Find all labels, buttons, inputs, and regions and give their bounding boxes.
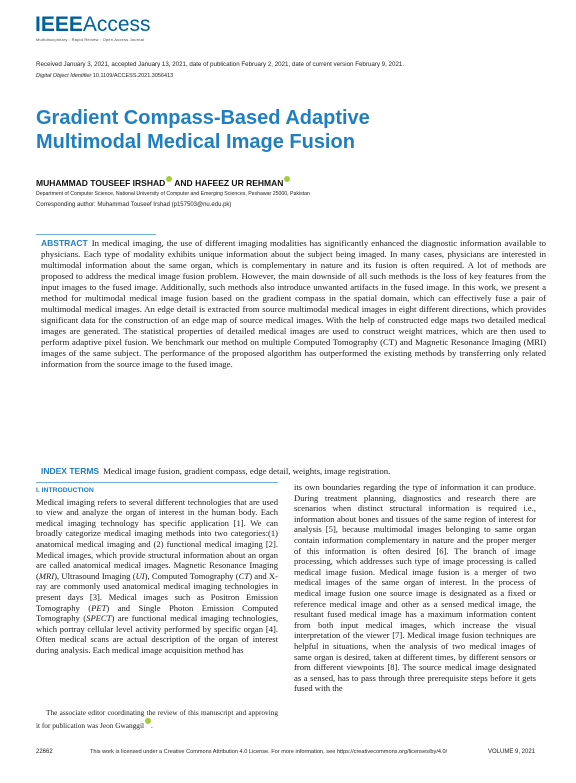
- index-terms-section: [36, 466, 546, 477]
- abstract-paragraph: [41, 238, 546, 370]
- author-line: [36, 176, 290, 188]
- license-text[interactable]: This work is licensed under a Creative Commons Attribution 4.0 License. For more information, see https://creativecommons.org/licenses/by/4.0/: [90, 749, 448, 755]
- journal-logo: [35, 14, 151, 36]
- doi-label: Digital Object Identifier: [36, 73, 92, 79]
- doi-value[interactable]: 10.1109/ACCESS.2021.3056413: [92, 73, 174, 79]
- page-number: 22662: [36, 749, 53, 755]
- orcid-icon[interactable]: [284, 176, 290, 182]
- corresponding-author: Corresponding author: Muhammad Touseef Irshad (p157503@nu.edu.pk): [36, 202, 232, 208]
- abstract-section: [36, 238, 546, 370]
- paper-title: Gradient Compass-Based Adaptive Multimodal Medical Image Fusion: [36, 107, 370, 153]
- logo-ieee: IEEE: [35, 13, 83, 36]
- intro-continued-paragraph: its own boundaries regarding the type of information it can produce. During treatment planning, diagnostics and research there are scenarios when distinct structural information is required i.e., information about bones and tissues of the same region of interest for analysis [5], because multimodal images belonging to same organ contain information complementary in nature and the proper merger of this information is often desired [6]. The branch of image processing, which addresses such type of image processing is called medical image fusion. Medical image fusion is a merger of two medical images of the same organ of interest. In the process of medical image fusion one source image is designated as a fixed or reference medical image and other as a sensed medical image, the resultant fused medical image has a maximum information content from both input medical images, which increase the visual interpretation of the viewer [7]. Medical image fusion techniques are helpful in situations, when the analysis of two medical images of same organ is desired, taken at different times, by different sensors or from different viewpoints [8]. The source medical image designated as a sensed, has to pass through three prerequisite steps before it gets fused with the: [294, 482, 536, 694]
- received-dates: Received January 3, 2021, accepted January 13, 2021, date of publication February 2, 2021, date of current version February 9, 2021.: [36, 61, 405, 68]
- section-heading: I. INTRODUCTION: [36, 487, 94, 494]
- author-separator: AND: [172, 178, 196, 188]
- doi-line: [36, 73, 173, 79]
- footnote-text: The associate editor coordinating the review of this manuscript and approving it for publication was Jeon Gwanggil: [36, 708, 278, 730]
- index-terms-label: INDEX TERMS: [41, 466, 100, 476]
- orcid-icon[interactable]: [145, 718, 151, 724]
- left-column: [36, 482, 278, 656]
- logo-access: Access: [82, 13, 151, 36]
- footnote: The associate editor coordinating the review of this manuscript and approving it for publication was Jeon Gwanggil .: [36, 708, 278, 730]
- volume-label: VOLUME 9, 2021: [488, 749, 536, 755]
- section-rule: [36, 482, 278, 483]
- abstract-text: In medical imaging, the use of different imaging modalities has significantly enhanced the diagnostic information available to physicians. Each type of modality exhibits unique information about the subject being imaged. In many cases, physicians are interested in multimodal information about the same organ, which is complementary in nature and its fusion is often required. A lot of methods are proposed to address the medical image fusion problem. However, the main downside of all such methods is the loss of key features from the input images to the fused image. Additionally, such methods also introduce unwanted artifacts in the fused image. In this work, we present a method for multimodal medical image fusion based on the gradient compass in the spatial domain, which can effectively fuse a pair of multimodal medical images. An edge detail is extracted from source multimodal medical images in eight different directions, which provides significant data for the construction of an edge map of source medical images. With the help of constructed edge maps two detailed medical images are generated. The statistical properties of detailed medical images are used to construct weight matrices, which are then used to perform adaptive pixel fusion. We benchmark our method on multiple Computed Tomography (CT) and Magnetic Resonance Imaging (MRI) images of the same subject. The performance of the proposed algorithm has outperformed the existing methods by transferring only related information from the source image to the fused image.: [41, 238, 546, 369]
- journal-tagline: Multidisciplinary : Rapid Review : Open Access Journal: [36, 37, 145, 42]
- index-terms-paragraph: [41, 466, 546, 477]
- author-2: HAFEEZ UR REHMAN: [195, 178, 284, 188]
- abstract-label: ABSTRACT: [41, 238, 88, 248]
- right-column: [294, 482, 536, 694]
- intro-paragraph: Medical imaging refers to several different technologies that are used to view and analyze the organ of interest in the human body. Each medical imaging technology has specific application [1]. We can broadly categorize medical imaging methods into two categories:(1) anatomical medical imaging and (2) functional medical imaging [2]. Medical images, which provide structural information about an organ are called anatomical medical images. Magnetic Resonance Imaging (MRI), Ultrasound Imaging (UI), Computed Tomography (CT) and X-ray are commonly used anatomical medical imaging technologies in present days [3]. Medical images such as Positron Emission Tomography (PET) and Single Photon Emission Computed Tomography (SPECT) are functional medical imaging technologies, which portray cellular level activity performed by specific organ [4]. Often medical scans are actual description of the organ of interest during analysis. Each medical image acquisition method has: [36, 496, 278, 655]
- index-terms-text: Medical image fusion, gradient compass, edge detail, weights, image registration.: [103, 466, 391, 476]
- affiliation: Department of Computer Science, National University of Computer and Emerging Sciences, Peshawar 25000, Pakistan: [36, 191, 310, 197]
- author-1: MUHAMMAD TOUSEEF IRSHAD: [36, 178, 166, 188]
- abstract-rule: [36, 234, 156, 235]
